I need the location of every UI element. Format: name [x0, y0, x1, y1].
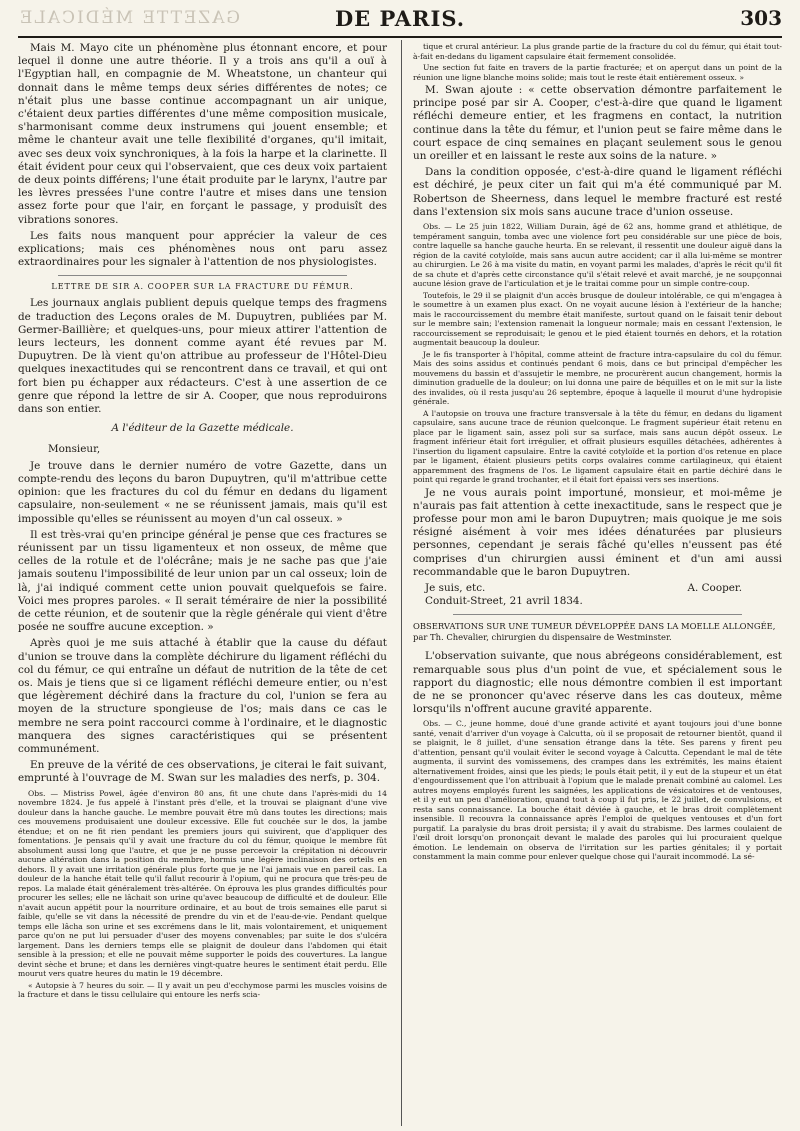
paragraph-swan: M. Swan ajoute : « cette observation démontre parfaitement le principe posé par sir A. Cooper, c'est-à-dire que quand le ligament réfléchi demeure entier, et les fragmens en contact, la nutrition continue dans la tête du fémur, et l'union peut se faire même dans le court espace de cinq semaines en plaçant seulement sous le genou un oreiller et en laissant le reste aux soins de la nature. » [413, 84, 782, 163]
salutation: Monsieur, [48, 443, 101, 456]
signature: A. Cooper. [687, 581, 742, 594]
right-column [413, 42, 782, 1126]
signature-line [413, 582, 782, 595]
observation-durain-3: Je le fis transporter à l'hôpital, comme atteint de fracture intra-capsulaire du col du fémur. Mais des soins assidus et continués pendant 6 mois, dans ce but principal d'empêcher les mouvemens du bassin et d'assujetir le membre, ne procurèrent aucun changement, hormis la diminution graduelle de la douleur; on lui donna une paire de béquilles et on le mit sur la liste des invalides, où il resta jusqu'au 26 septembre, époque à laquelle il mourut d'une hydropisie générale. [413, 349, 782, 407]
masthead-title: DE PARIS. [334, 6, 466, 31]
section-separator-2 [453, 614, 742, 615]
paragraph-closing-letter: Je ne vous aurais point importuné, monsieur, et moi-même je n'aurais pas fait attention à cette inexactitude, sans le respect que je professe pour mon ami le baron Dupuytren; mais quoique je me sois résigné aisément à voir mes idées dénaturées par plusieurs personnes, cependant je serais fâché qu'elles n'eussent pas été comprises d'un chirurgien aussi éminent et d'un ami aussi recommandable que le baron Dupuytren. [413, 486, 782, 578]
left-column [18, 42, 387, 1126]
paragraph-physiologists: Les faits nous manquent pour apprécier la valeur de ces explications; mais ces phénomènes nous ont paru assez extraordinaires pour les signaler à l'attention de nos physiologistes. [18, 229, 387, 269]
observation-continued: tique et crural antérieur. La plus grande partie de la fracture du col du fémur, qui était tout-à-fait en-dedans du ligament capsulaire était fermement consolidée. [413, 42, 782, 61]
observation-durain: Obs. — Le 25 juin 1822, William Durain, âgé de 62 ans, homme grand et athlétique, de tempérament sanguin, tomba avec une violence fort peu considérable sur une pièce de bois, contre laquelle sa hanche gauche heurta. En se relevant, il ressentit une douleur aiguë dans la région de la cavité cotyloïde, mais sans aucun autre accident; car il alla lui-même se montrer au chirurgien. Le 26 à ma visite du matin, en voyant parmi les malades, d'après le récit qu'il fit de sa chute et d'après cette circonstance qu'il s'était relevé et avait marché, je ne soupçonnai aucune lésion grave de l'articulation et je le traitai comme pour un simple contre-coup. [413, 222, 782, 289]
observation-durain-autopsy: A l'autopsie on trouva une fracture transversale à la tête du fémur, en dedans du ligament capsulaire, sans aucune trace de réunion quelconque. Le fragment supérieur était retenu en place par le ligament sain, assez poli sur sa surface, mais sans aucun dépôt osseux. Le fragment inférieur était fort irrégulier, et offrait plusieurs esquilles détachées, adhérentes à l'insertion du ligament capsulaire. Entre la cavité cotyloïde et la portion d'os retenue en place par le ligament, étaient plusieurs petits corps ovalaires comme cartilagineux, qui étaient apparemment des fragmens de l'os. Le ligament capsulaire était en partie déchiré dans le point qui regarde le grand trochanter, et il était fort épaissi vers ses insertions. [413, 408, 782, 485]
paragraph-letter-3: Après quoi je me suis attaché à établir que la cause du défaut d'union se trouve dans la complète déchirure du ligament réfléchi du col du fémur, ce qui entraîne un défaut de nutrition de la tête de cet os. Mais je tiens que si ce ligament réfléchi demeure entier, ou n'est que légèrement déchiré dans la fracture du col, l'union se fera au moyen de la structure spongieuse de l'os; mais dans ce cas le membre ne sera point raccourci comme à l'ordinaire, et le diagnostic manquera des signes caractéristiques qui se présentent communément. [18, 637, 387, 755]
page-header [18, 6, 782, 32]
paragraph-tumor-intro: L'observation suivante, que nous abrégeons considérablement, est remarquable sous plus d'un point de vue, et spécialement sous le rapport du diagnostic; elle nous démontre combien il est important de ne se prononcer qu'avec réserve dans les cas douteux, même lorsqu'ils n'offrent aucune gravité apparente. [413, 650, 782, 716]
section-separator [58, 275, 347, 276]
observation-powel: Obs. — Mistriss Powel, âgée d'environ 80 ans, fit une chute dans l'après-midi du 14 novembre 1824. Je fus appelé à l'instant près d'elle, et la trouvai se plaignant d'une vive douleur dans la hanche gauche. Le membre pouvait être mû dans toutes les directions; mais ces mouvemens produisaient une douleur excessive. Elle fut couchée sur le dos, la jambe étendue; et on ne fit rien pendant les premiers jours qui suivirent, que d'appliquer des fomentations. Je pensais qu'il y avait une fracture du col du fémur, quoique le membre fût absolument aussi long que l'autre, et que je ne pusse percevoir la crépitation ni découvrir aucune altération dans la position du membre, hormis une légère inclinaison des orteils en dehors. Il y avait une irritation générale plus forte que je ne l'ai jamais vue en pareil cas. La douleur de la hanche était telle qu'il fallut recourir à l'opium, qui ne procura que très-peu de repos. La malade était généralement très-altérée. On éprouva les plus grandes difficultés pour procurer les selles; elle ne lâchait son urine qu'avec beaucoup de difficulté et de douleur. Elle n'avait aucun appétit pour la nourriture ordinaire, et au bout de trois semaines elle parut si faible, qu'elle se vit dans la nécessité de prendre du vin et de l'eau-de-vie. Pendant quelque temps elle lâcha son urine et ses excrémens dans le lit, mais volontairement, et uniquement parce qu'on ne put lui persuader d'user des moyens convenables; par suite le dos s'ulcéra largement. Dans les derniers temps elle se plaignit de douleur dans l'abdomen qui était sensible à la pression; et elle ne pouvait même supporter le poids des couvertures. La langue devint sèche et brune; et dans les dernières vingt-quatre heures le sentiment était perdu. Elle mourut vers quatre heures du matin le 19 décembre. [18, 788, 387, 979]
column-divider [401, 40, 402, 1126]
observation-c: Obs. — C., jeune homme, doué d'une grande activité et ayant toujours joui d'une bonne santé, venait d'arriver d'un voyage à Calcutta, où il se proposait de retourner bientôt, quand il se plaignit, le 8 juillet, d'une sensation étrange dans la tête. Ses parens y firent peu d'attention, pensant qu'il voulait éviter le second voyage à Calcutta. Cependant le mal de tête augmenta, il survint des vomissemens, des crampes dans les extrémités, les mains étaient alternativement froides, ainsi que les pieds; le pouls était petit, il y eut de la stupeur et un état d'engourdissement que l'on attribuait à l'opium que le malade prenait combiné au calomel. Les autres moyens employés furent les saignées, les applications de vésicatoires et de ventouses, et il y eut un peu d'amélioration, quand tout à coup il fut pris, le 22 juillet, de convulsions, et resta sans connaissance. La bouche était déviée à gauche, et le bras droit complètement insensible. Il recouvra la connaissance après l'emploi de quelques ventouses et d'un fort purgatif. La paralysie du bras droit persista; il y avait du strabisme. Des larmes coulaient de l'œil droit lorsqu'on prononçait devant le malade des paroles qui lui procuraient quelque émotion. Le lendemain on observa de l'irritation sur les parties génitales; il y portait constamment la main comme pour enlever quelque chose qui l'aurait incommodé. La sé- [413, 719, 782, 862]
header-rule [18, 36, 782, 38]
paragraph-opposite-condition: Dans la condition opposée, c'est-à-dire quand le ligament réfléchi est déchiré, je peux citer un fait qui m'a été communiqué par M. Robertson de Sheerness, dans lequel le membre fracturé est resté dans l'extension six mois sans aucune trace d'union osseuse. [413, 166, 782, 218]
observation-durain-2: Toutefois, le 29 il se plaignit d'un accès brusque de douleur intolérable, ce qui m'engagea à le soumettre à un examen plus exact. On ne voyait aucune lésion à l'extérieur de la hanche; mais le raccourcissement du membre était manifeste, surtout quand on le faisait tenir debout sur le membre sain; l'extension ramenait la longueur normale; mais en cessant l'extension, le raccourcissement se reproduisait; le genou et le pied étaient tournés en dehors, et la rotation augmentait beaucoup la douleur. [413, 290, 782, 348]
page-number: 303 [740, 6, 782, 30]
observation-section: Une section fut faite en travers de la partie fracturée; et on aperçut dans un point de la réunion une ligne blanche moins solide; mais tout le reste était entièrement osseux. » [413, 63, 782, 82]
bleed-through-masthead: GAZETTE MÉDICALE [18, 8, 241, 28]
paragraph-intro-letter: Les journaux anglais publient depuis quelque temps des fragmens de traduction des Leçons orales de M. Dupuytren, publiées par M. Germer-Baillière; et quelques-uns, pour mieux attirer l'attention de leurs lecteurs, les donnent comme ayant été revues par M. Dupuytren. De là vient qu'on attribue au professeur de l'Hôtel-Dieu quelques inexactitudes qui se rencontrent dans ce travail, et qui ont fort bien pu échapper aux rédacteurs. C'est à une assertion de ce genre que répond la lettre de sir A. Cooper, que nous reproduirons dans son entier. [18, 297, 387, 416]
editor-address: A l'éditeur de la Gazette médicale. [111, 422, 294, 435]
section-heading-tumor: OBSERVATIONS SUR UNE TUMEUR DÉVELOPPÉE DANS LA MOELLE ALLONGÉE, par Th. Chevalier, chirurgien du dispensaire de Westminster. [413, 621, 776, 642]
paragraph-letter-4: En preuve de la vérité de ces observations, je citerai le fait suivant, emprunté à l'ouvrage de M. Swan sur les maladies des nerfs, p. 304. [18, 759, 387, 785]
observation-autopsy: « Autopsie à 7 heures du soir. — Il y avait un peu d'ecchymose parmi les muscles voisins de la fracture et dans le tissu cellulaire qui entoure les nerfs scia- [18, 980, 387, 1000]
place-date: Conduit-Street, 21 avril 1834. [425, 595, 583, 608]
paragraph-letter-2: Il est très-vrai qu'en principe général je pense que ces fractures se réunissent par un tissu ligamenteux et non osseux, de même que celles de la rotule et de l'olécrâne; mais je ne sache pas que j'aie jamais soutenu l'impossibilité de leur union par un cal osseux; loin de là, j'ai indiqué comment cette union pouvait quelquefois se faire. Voici mes propres paroles. « Il serait téméraire de nier la possibilité de cette réunion, et de soutenir que la règle générale qui vient d'être posée ne souffre aucune exception. » [18, 528, 387, 634]
paragraph-letter-1: Je trouve dans le dernier numéro de votre Gazette, dans un compte-rendu des leçons du baron Dupuytren, qu'il m'attribue cette opinion: que les fractures du col du fémur en dedans du ligament capsulaire, non-seulement « ne se réunissent jamais, mais qu'il est impossible qu'elles se réunissent au moyen d'un cal osseux. » [18, 459, 387, 525]
paragraph-mayo: Mais M. Mayo cite un phénomène plus étonnant encore, et pour lequel il donne une autre théorie. Il y a trois ans qu'il a ouï à l'Egyptian hall, en compagnie de M. Wheatstone, un chanteur qui donnait dans le même temps deux séries différentes de notes; ce n'était plus une basse continue accompagnant un air unique, c'étaient deux parties différentes d'une même composition musicale, s'harmonisant comme deux instrumens qui jouent ensemble; et même le chanteur avait une telle flexibilité d'organes, qu'il imitait, avec ses deux voix synchroniques, à la fois la harpe et la clarinette. Il était évident pour ceux qui l'observaient, que ces deux voix partaient de deux points différens; l'une était produite par le larynx, l'autre par les lèvres pressées l'une contre l'autre et mises dans une tension assez forte pour que l'air, en forçant le passage, y produisît des vibrations sonores. [18, 42, 387, 226]
section-heading-cooper-letter: LETTRE DE SIR A. COOPER SUR LA FRACTURE DU FÉMUR. [51, 282, 354, 292]
closing-formula: Je suis, etc. [425, 581, 486, 594]
